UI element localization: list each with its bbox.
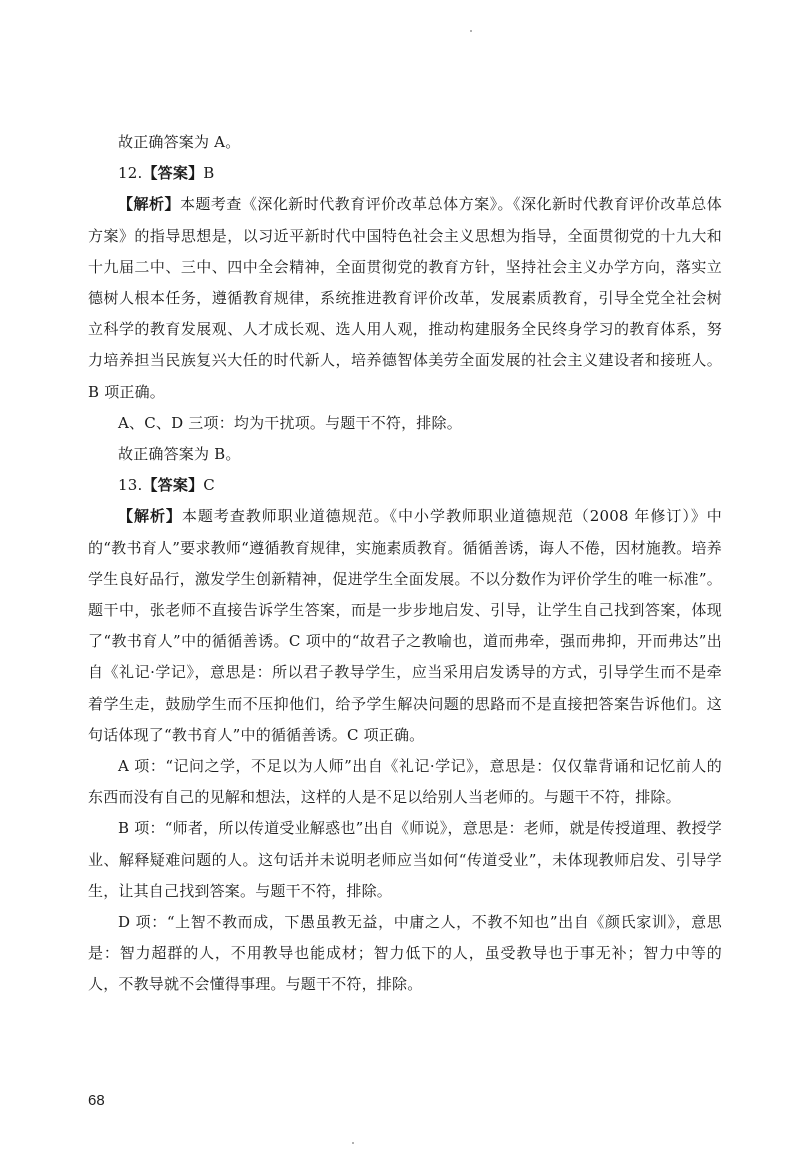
- q13-option-b: B 项：“师者，所以传道受业解惑也”出自《师说》，意思是：老师，就是传授道理、教授学业、解释疑难问题的人。这句话并未说明老师应当如何“传道受业”，未体现教师启发、引导学生，让其自己找到答案。与题干不符，排除。: [88, 819, 722, 900]
- q12-answer-value: B: [203, 164, 215, 183]
- q12-other-options: A、C、D 三项：均为干扰项。与题干不符，排除。: [118, 413, 462, 432]
- q13-analysis-text: 本题考查教师职业道德规范。《中小学教师职业道德规范（2008 年修订）》中的“教书育人”要求教师“遵循教育规律，实施素质教育。循循善诱，诲人不倦，因材施教。培养学生良好品行，激发学生创新精神，促进学生全面发展。不以分数作为评价学生的唯一标准”。题干中，张老师不直接告诉学生答案，而是一步步地启发、引导，让学生自己找到答案，体现了“教书育人”中的循循善诱。C 项中的“故君子之教喻也，道而弗牵，强而弗抑，开而弗达”出自《礼记·学记》，意思是：所以君子教导学生，应当采用启发诱导的方式，引导学生而不是牵着学生走，鼓励学生而不压抑他们，给予学生解决问题的思路而不是直接把答案告诉他们。这句话体现了“教书育人”中的循循善诱。C 项正确。: [88, 507, 722, 744]
- q13-analysis-tag: 【解析】: [118, 507, 182, 526]
- q13-answer-number: 13.: [118, 476, 143, 495]
- scan-speck: [352, 1142, 354, 1144]
- q13-answer: [88, 470, 722, 501]
- q12-answer: [88, 158, 722, 189]
- q12-conclusion: 故正确答案为 B。: [118, 445, 241, 464]
- page-number: 68: [88, 1092, 105, 1109]
- q12-analysis-text: 本题考查《深化新时代教育评价改革总体方案》。《深化新时代教育评价改革总体方案》的指导思想是，以习近平新时代中国特色社会主义思想为指导，全面贯彻党的十九大和十九届二中、三中、四中全会精神，全面贯彻党的教育方针，坚持社会主义办学方向，落实立德树人根本任务，遵循教育规律，系统推进教育评价改革，发展素质教育，引导全党全社会树立科学的教育发展观、人才成长观、选人用人观，推动构建服务全民终身学习的教育体系，努力培养担当民族复兴大任的时代新人，培养德智体美劳全面发展的社会主义建设者和接班人。B 项正确。: [88, 195, 722, 401]
- q11-conclusion: 故正确答案为 A。: [118, 133, 241, 151]
- q12-answer-number: 12.: [118, 164, 143, 183]
- q13-answer-value: C: [203, 476, 215, 495]
- q13-analysis: [88, 501, 722, 751]
- q13-option-a: A 项：“记问之学，不足以为人师”出自《礼记·学记》，意思是：仅仅靠背诵和记忆前人的东西而没有自己的见解和想法，这样的人是不足以给别人当老师的。与题干不符，排除。: [88, 757, 722, 807]
- q12-answer-tag: 【答案】: [142, 164, 204, 183]
- q12-analysis-tag: 【解析】: [118, 195, 180, 214]
- q12-analysis: [88, 189, 722, 407]
- scan-speck: [470, 30, 472, 32]
- page-content: [88, 127, 722, 1001]
- q13-answer-tag: 【答案】: [142, 476, 204, 495]
- q13-option-d: D 项：“上智不教而成，下愚虽教无益，中庸之人，不教不知也”出自《颜氏家训》，意思是：智力超群的人，不用教导也能成材；智力低下的人，虽受教导也于事无补；智力中等的人，不教导就不会懂得事理。与题干不符，排除。: [88, 913, 722, 994]
